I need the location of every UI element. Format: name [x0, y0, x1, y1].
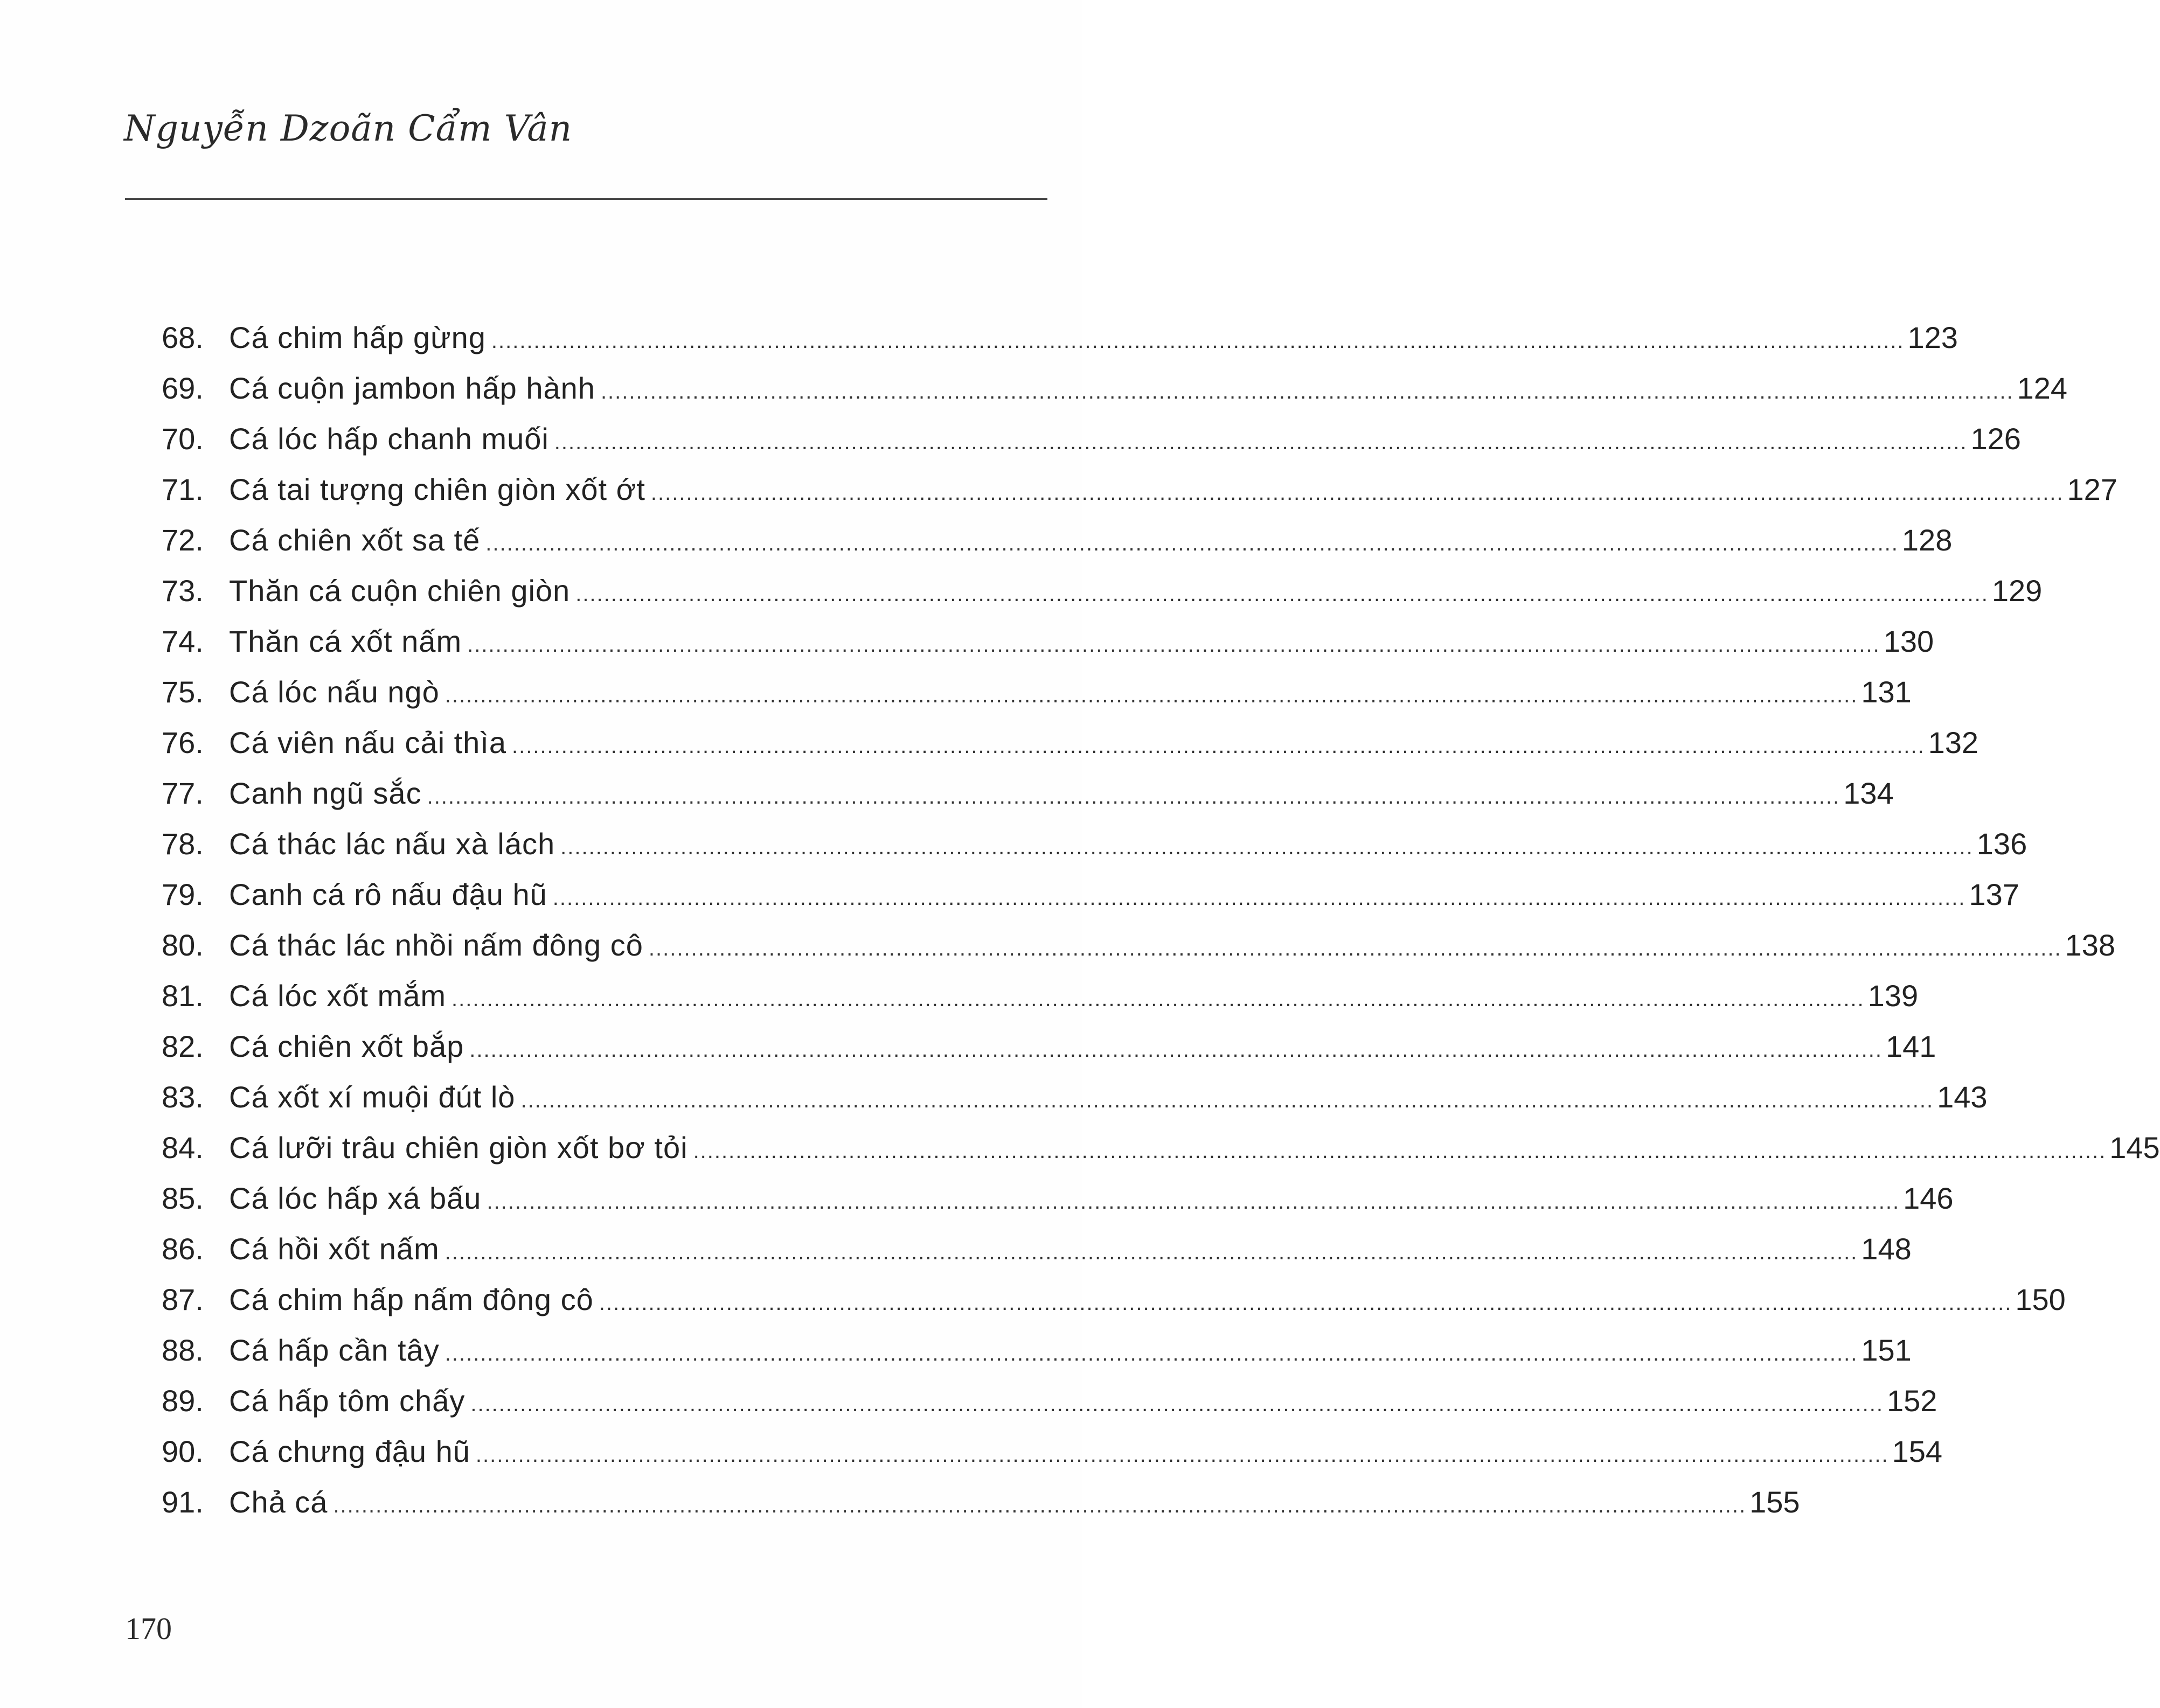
toc-entry	[162, 1173, 1954, 1224]
toc-entry-title: Thăn cá xốt nấm	[229, 624, 462, 658]
toc-entry-title: Cá hồi xốt nấm	[229, 1232, 440, 1266]
toc-entry	[162, 312, 1958, 363]
toc-dot-leader: ........................................................................................................................................................................................................	[452, 987, 1865, 1011]
toc-dot-leader: ........................................................................................................................................................................................................	[520, 1089, 1934, 1112]
toc-entry-page: 129	[1991, 574, 2043, 608]
toc-dot-leader: ........................................................................................................................................................................................................	[650, 481, 2064, 505]
toc-entry-number: 78.	[162, 827, 204, 861]
toc-entry-title: Cá thác lác nhồi nấm đông cô	[229, 928, 643, 962]
toc-dot-leader: ........................................................................................................................................................................................................	[552, 886, 1966, 910]
toc-entry-title: Cá xốt xí muội đút lò	[229, 1080, 516, 1114]
toc-entry-number: 72.	[162, 523, 204, 557]
toc-entry	[162, 717, 1979, 768]
toc-entry-number: 75.	[162, 675, 204, 709]
toc-entry-number: 73.	[162, 574, 204, 608]
toc-entry-title: Cá cuộn jambon hấp hành	[229, 371, 595, 405]
toc-entry-number: 90.	[162, 1434, 204, 1468]
toc-entry	[162, 1123, 2160, 1173]
toc-entry	[162, 1325, 1912, 1376]
toc-dot-leader: ........................................................................................................................................................................................................	[470, 1392, 1884, 1416]
toc-entry-number: 88.	[162, 1333, 204, 1367]
toc-entry-page: 123	[1907, 320, 1958, 354]
toc-entry-title: Thăn cá cuộn chiên giòn	[229, 574, 571, 608]
toc-entry-title: Cá chiên xốt bắp	[229, 1029, 464, 1063]
toc-dot-leader: ........................................................................................................................................................................................................	[485, 532, 1899, 555]
toc-entry-page: 138	[2065, 928, 2115, 962]
toc-entry-title: Cá chưng đậu hũ	[229, 1434, 470, 1468]
toc-entry	[162, 616, 1934, 667]
toc-entry-number: 76.	[162, 726, 204, 759]
toc-entry-title: Chả cá	[229, 1485, 328, 1519]
toc-entry	[162, 920, 2115, 971]
toc-entry	[162, 1426, 1942, 1477]
table-of-contents	[162, 312, 2160, 1528]
toc-entry-page: 134	[1843, 776, 1894, 810]
toc-dot-leader: ........................................................................................................................................................................................................	[575, 582, 1989, 606]
toc-dot-leader: ........................................................................................................................................................................................................	[511, 734, 1925, 758]
toc-entry-page: 143	[1937, 1080, 1988, 1114]
toc-dot-leader: ........................................................................................................................................................................................................	[599, 1291, 2012, 1315]
toc-dot-leader: ........................................................................................................................................................................................................	[333, 1494, 1747, 1517]
toc-entry-number: 91.	[162, 1485, 204, 1519]
toc-entry-title: Canh ngũ sắc	[229, 776, 422, 810]
toc-entry-title: Cá viên nấu cải thìa	[229, 726, 506, 759]
toc-entry-page: 130	[1883, 624, 1934, 658]
toc-entry	[162, 1477, 1800, 1528]
page-number: 170	[125, 1611, 172, 1646]
toc-entry	[162, 667, 1912, 717]
toc-entry-page: 137	[1969, 877, 2019, 911]
toc-entry-title: Cá hấp tôm chấy	[229, 1384, 466, 1418]
toc-entry-number: 69.	[162, 371, 204, 405]
toc-entry-number: 81.	[162, 979, 204, 1013]
toc-entry-page: 150	[2015, 1282, 2066, 1316]
toc-entry-title: Canh cá rô nấu đậu hũ	[229, 877, 547, 911]
running-header-author: Nguyễn Dzoãn Cẩm Vân	[124, 108, 573, 149]
toc-entry-number: 79.	[162, 877, 204, 911]
header-rule	[125, 198, 1047, 200]
toc-entry-title: Cá thác lác nấu xà lách	[229, 827, 555, 861]
toc-dot-leader: ........................................................................................................................................................................................................	[693, 1139, 2107, 1163]
toc-entry	[162, 869, 2019, 920]
toc-entry-number: 70.	[162, 422, 204, 456]
toc-entry-number: 68.	[162, 320, 204, 354]
toc-entry-number: 74.	[162, 624, 204, 658]
toc-entry	[162, 768, 1894, 819]
toc-entry	[162, 1376, 1937, 1426]
toc-entry-page: 132	[1928, 726, 1979, 759]
toc-entry-title: Cá chim hấp gừng	[229, 320, 486, 354]
toc-entry-title: Cá lóc xốt mắm	[229, 979, 446, 1013]
toc-entry-number: 84.	[162, 1131, 204, 1165]
toc-entry-page: 136	[1976, 827, 2027, 861]
toc-entry	[162, 566, 2043, 616]
toc-entry	[162, 464, 2117, 515]
toc-entry-number: 85.	[162, 1181, 204, 1215]
toc-entry-title: Cá tai tượng chiên giòn xốt ớt	[229, 472, 645, 506]
toc-entry-page: 141	[1885, 1029, 1936, 1063]
toc-entry-number: 86.	[162, 1232, 204, 1266]
toc-entry-page: 124	[2017, 371, 2068, 405]
toc-entry	[162, 819, 2027, 869]
toc-entry-title: Cá lưỡi trâu chiên giòn xốt bơ tỏi	[229, 1131, 688, 1165]
toc-entry-number: 89.	[162, 1384, 204, 1418]
toc-entry	[162, 971, 1919, 1021]
toc-entry-number: 80.	[162, 928, 204, 962]
toc-entry-page: 146	[1903, 1181, 1954, 1215]
toc-entry-page: 154	[1892, 1434, 1942, 1468]
toc-dot-leader: ........................................................................................................................................................................................................	[475, 1443, 1889, 1467]
toc-entry	[162, 414, 2021, 464]
toc-dot-leader: ........................................................................................................................................................................................................	[469, 1038, 1883, 1062]
toc-entry	[162, 363, 2068, 414]
toc-dot-leader: ........................................................................................................................................................................................................	[487, 1190, 1900, 1214]
toc-entry-title: Cá lóc hấp chanh muối	[229, 422, 549, 456]
toc-dot-leader: ........................................................................................................................................................................................................	[427, 785, 1840, 808]
toc-dot-leader: ........................................................................................................................................................................................................	[648, 937, 2062, 960]
toc-dot-leader: ........................................................................................................................................................................................................	[491, 329, 1905, 353]
toc-dot-leader: ........................................................................................................................................................................................................	[444, 1240, 1858, 1264]
toc-entry-number: 71.	[162, 472, 204, 506]
toc-entry-title: Cá hấp cần tây	[229, 1333, 440, 1367]
toc-entry-page: 128	[1901, 523, 1953, 557]
toc-entry	[162, 1072, 1988, 1123]
toc-entry-page: 131	[1861, 675, 1912, 709]
toc-entry	[162, 515, 1953, 566]
toc-entry-title: Cá lóc hấp xá bấu	[229, 1181, 482, 1215]
toc-dot-leader: ........................................................................................................................................................................................................	[560, 835, 1974, 859]
toc-entry-page: 126	[1970, 422, 2021, 456]
toc-dot-leader: ........................................................................................................................................................................................................	[444, 684, 1858, 707]
toc-entry-title: Cá lóc nấu ngò	[229, 675, 440, 709]
toc-dot-leader: ........................................................................................................................................................................................................	[554, 430, 1968, 454]
toc-entry	[162, 1274, 2066, 1325]
toc-dot-leader: ........................................................................................................................................................................................................	[600, 380, 2014, 403]
toc-entry-number: 77.	[162, 776, 204, 810]
toc-entry-page: 145	[2109, 1131, 2160, 1165]
toc-entry-page: 139	[1867, 979, 1919, 1013]
toc-entry-number: 82.	[162, 1029, 204, 1063]
toc-entry-page: 155	[1749, 1485, 1800, 1519]
toc-dot-leader: ........................................................................................................................................................................................................	[444, 1342, 1858, 1365]
toc-entry-number: 87.	[162, 1282, 204, 1316]
toc-entry-page: 152	[1887, 1384, 1937, 1418]
toc-entry	[162, 1021, 1936, 1072]
toc-entry-page: 151	[1861, 1333, 1912, 1367]
toc-entry	[162, 1224, 1912, 1274]
toc-entry-title: Cá chim hấp nấm đông cô	[229, 1282, 594, 1316]
toc-entry-number: 83.	[162, 1080, 204, 1114]
toc-entry-title: Cá chiên xốt sa tế	[229, 523, 481, 557]
toc-dot-leader: ........................................................................................................................................................................................................	[467, 633, 1880, 657]
toc-entry-page: 148	[1861, 1232, 1912, 1266]
toc-entry-page: 127	[2067, 472, 2117, 506]
